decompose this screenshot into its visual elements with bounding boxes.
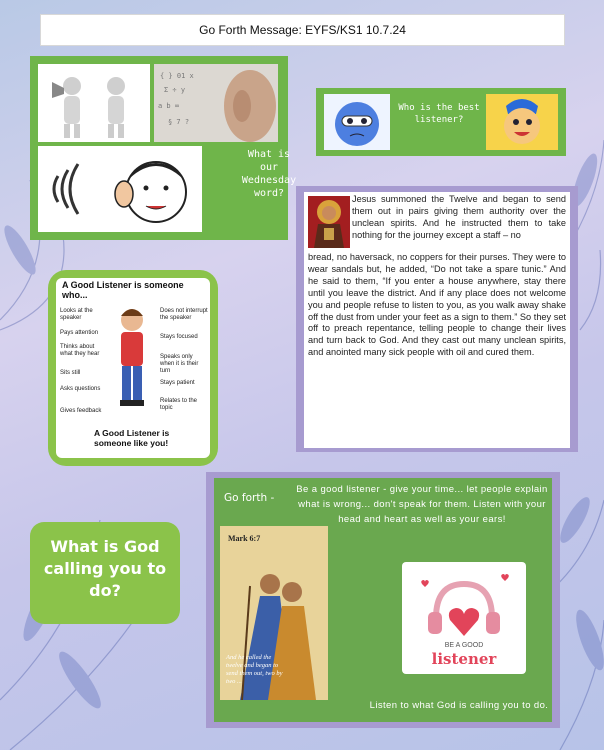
scripture-text-top: Jesus summoned the Twelve and began to send them out in pairs giving them authority over the unclean spirits. And he instructed them to take nothing for the journey except a staff – no [352,194,566,240]
joy-character-image [486,94,558,150]
jesus-icon-image [308,196,350,248]
wednesday-question: What is our Wednesday word? [241,149,297,199]
go-forth-label: Go forth - [224,492,275,504]
painting-caption: And he called the twelve and began to send them out, two by two ... [226,654,283,685]
badge-line-1: BE A GOOD [444,642,484,649]
left-item-4: Sits still [60,370,81,376]
child-ear-cartoon [38,146,202,232]
good-listener-card [48,270,218,466]
good-listener-title: A Good Listener is someone who... [62,280,184,300]
right-item-3: Speaks only when it is their turn [160,354,199,374]
page-title: Go Forth Message: EYFS/KS1 10.7.24 [40,14,565,46]
painting-reference: Mark 6:7 [228,534,261,543]
god-calling-text: What is God calling you to do? [43,537,167,600]
boy-listening-image [110,304,154,414]
go-forth-panel [206,472,560,728]
megaphone-figures-image [38,64,150,142]
left-item-3: Thinks about what they hear [60,344,100,357]
left-item-1: Looks at the speaker [60,308,93,321]
best-listener-panel [316,88,566,156]
svg-text:{ } 01 x: { } 01 x [160,72,194,80]
ear-listening-image [154,64,278,142]
right-item-5: Relates to the topic [160,398,198,411]
left-item-2: Pays attention [60,330,99,336]
headphones-heart-badge [402,562,526,674]
right-item-2: Stays focused [160,334,198,340]
scripture-panel [296,186,578,452]
left-item-5: Asks questions [60,386,101,392]
svg-text:a b ∞: a b ∞ [158,102,180,110]
wednesday-word-panel [30,56,297,240]
mark-painting-image [220,526,328,700]
go-forth-bottom-message: Listen to what God is calling you to do. [369,700,549,711]
right-item-1: Does not interrupt the speaker [160,308,208,321]
svg-text:Σ ÷ y: Σ ÷ y [164,86,186,94]
god-calling-card [30,522,180,624]
svg-text:§ 7 ?: § 7 ? [168,118,190,126]
sadness-character-image [324,94,390,150]
right-item-4: Stays patient [160,380,195,386]
scripture-text-body: bread, no haversack, no coppers for their purses. They were to wear sandals but, he added, “Do not take a spare tunic.” And he said to them, “If you enter a house anywhere, stay there until you leave the district. And if any place does not welcome you and people refuse to listen to you, as you walk away shake off the dust from under your feet as a sign to them.” So they set off to preach repentance, telling people to change their lives and turn back to God. And they cast out many unclean spirits, and anointed many sick people with oil and cured them. [308,252,566,358]
badge-line-2: listener [431,650,497,668]
left-item-6: Gives feedback [60,408,102,414]
good-listener-footer: A Good Listener is someone like you! [94,428,170,448]
go-forth-message: Be a good listener - give your time... let people explain what is wrong... don't speak for them. Listen with your head and heart as well as your ears! [296,484,548,525]
best-listener-question: Who is the best listener? [398,103,480,125]
